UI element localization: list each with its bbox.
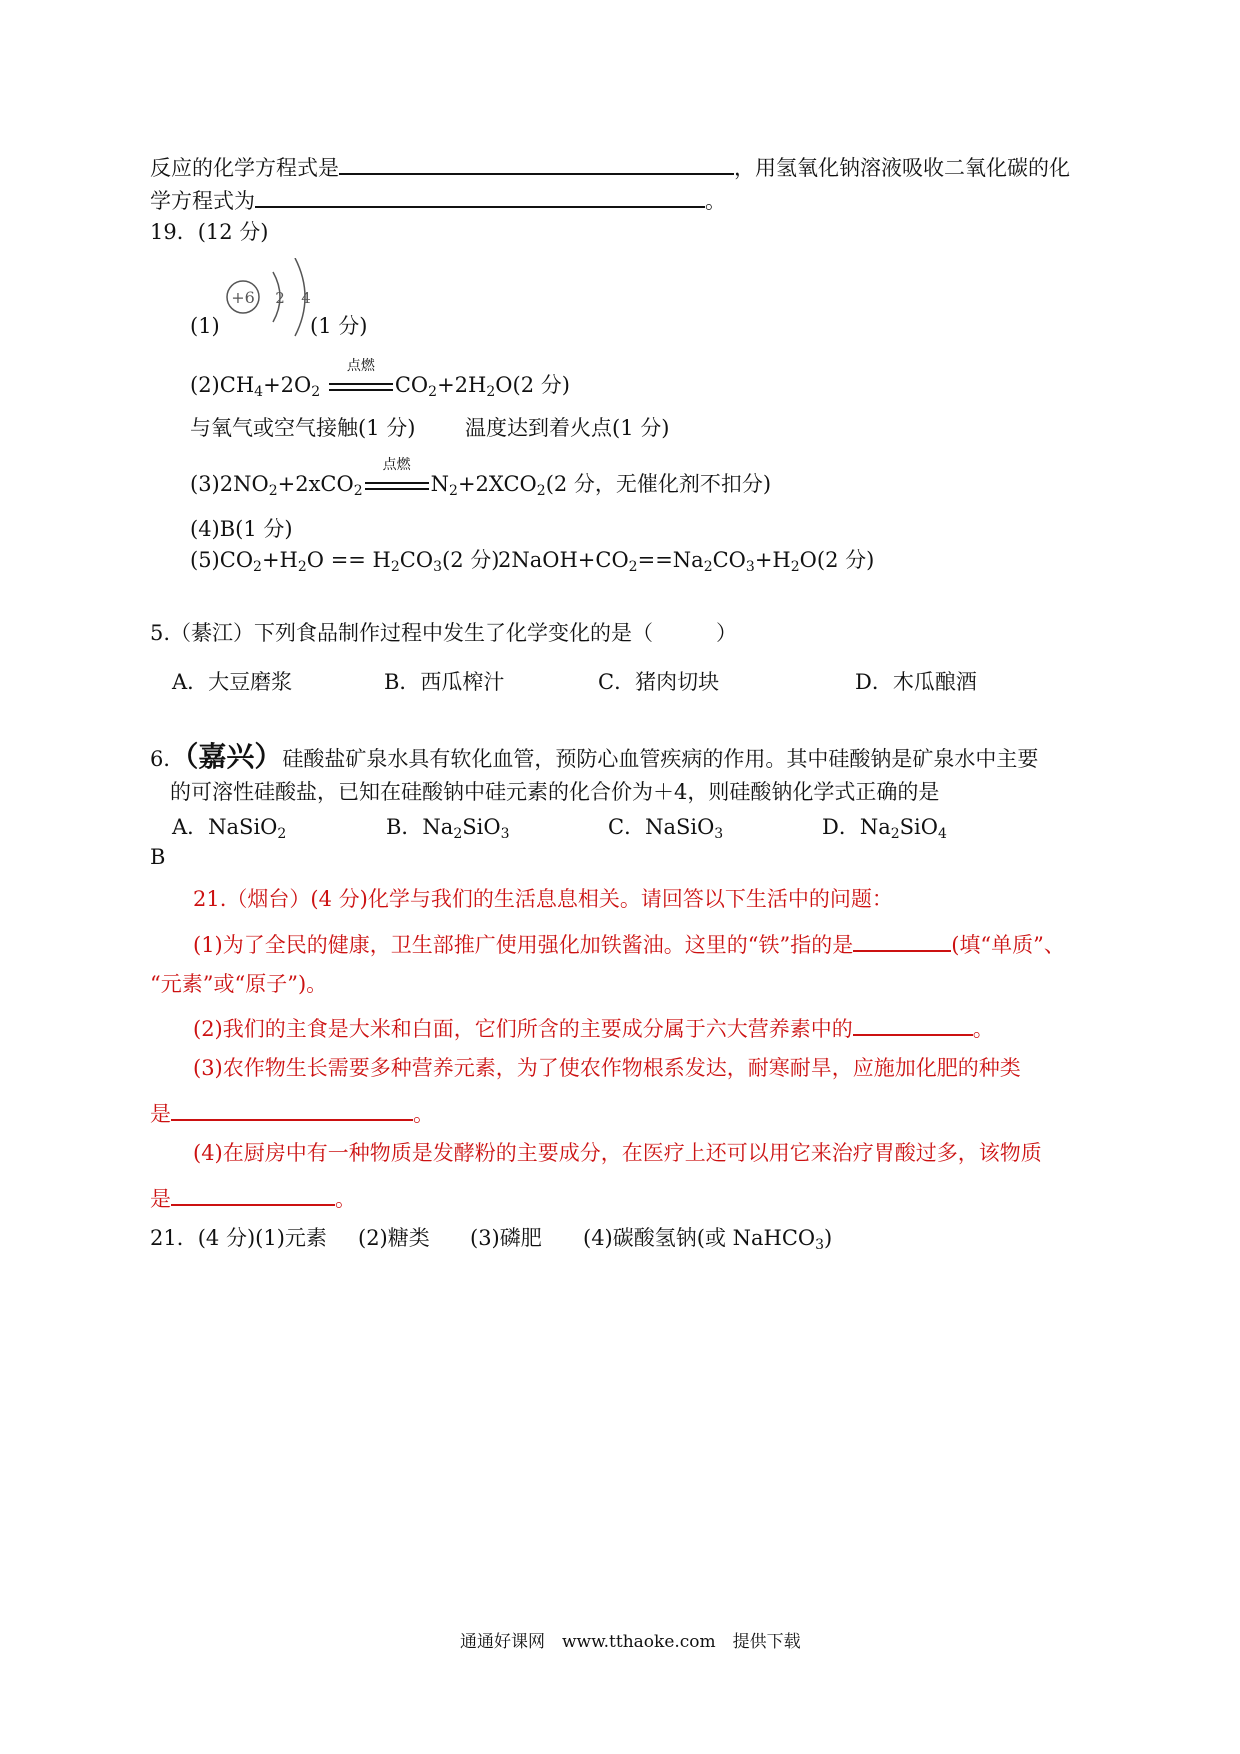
q19-part2-line2a: 与氧气或空气接触(1 分) [190,416,416,440]
q21-part4-line1: (4)在厨房中有一种物质是发酵粉的主要成分，在医疗上还可以用它来治疗胃酸过多，该物质 [193,1141,1042,1165]
nucleus-charge: +6 [231,288,255,307]
text-line-2: 学方程式为 。 [150,186,726,214]
answer-blank [171,1184,335,1206]
q19-part2-line2b: 温度达到着火点(1 分) [465,416,670,440]
q6-option-b: B．$Na_2SiO_3$ [386,815,510,842]
q21-part3-line1: (3)农作物生长需要多种营养元素，为了使农作物根系发达，耐寒耐旱，应施加化肥的种类 [193,1056,1021,1080]
q6-option-c: C．NaSiO$_3$ [608,815,724,842]
q6-stem-line2: 的可溶性硅酸盐，已知在硅酸钠中硅元素的化合价为＋4，则硅酸钠化学式正确的是 [170,780,940,804]
q21-answer-d: (4)碳酸氢钠(或 NaHCO$_3$) [583,1226,833,1253]
q21-answer-b: (2)糖类 [358,1226,430,1250]
q5-option-c: C．猪肉切块 [598,670,720,694]
q19-part4: (4)B(1 分) [190,517,293,541]
q19-part2-equation: $(2)CH_4+2O_2$ 点燃 $CO_2+2H_2O(2$ 分) [190,358,570,400]
q19-part3-equation: $(3)2NO_2+2xCO_2$ 点燃 $N_2+2XCO_2(2$ 分，无催化剂不扣分) [190,457,772,499]
inner-shell-electrons: 2 [275,289,285,307]
answer-blank [171,1099,413,1121]
q6-option-a: A．NaSiO$_2$ [172,815,287,842]
q6-source: （嘉兴） [184,740,283,773]
q19-header: 19．(12 分) [150,220,269,244]
q5-option-b: B．西瓜榨汁 [384,670,505,694]
q21-part4-line2: 是 。 [150,1184,356,1212]
q21-part1-line1: (1)为了全民的健康，卫生部推广使用强化加铁酱油。这里的“铁”指的是 (填“单质”、 [193,930,1065,958]
reaction-condition: 点燃 [365,472,429,497]
q21-part2: (2)我们的主食是大米和白面，它们所含的主要成分属于六大营养素中的 。 [193,1014,994,1042]
q21-answer-a: 21．(4 分)(1)元素 [150,1226,327,1250]
page-footer: 通通好课网 www.tthaoke.com 提供下载 [460,1632,801,1652]
outer-shell-electrons: 4 [301,289,311,307]
q6-option-d: D．$Na_2SiO_4$ [822,815,947,842]
q21-part3-line2: 是 。 [150,1099,434,1127]
q19-part1-label: (1) [190,314,220,338]
reaction-condition: 点燃 [329,373,393,398]
q21-answer-c: (3)磷肥 [470,1226,542,1250]
q5-option-a: A．大豆磨浆 [172,670,293,694]
q6-answer: B [150,845,166,869]
text-line-1: 反应的化学方程式是 ，用氢氧化钠溶液吸收二氧化碳的化 [150,153,1070,181]
q5-option-d: D．木瓜酿酒 [855,670,977,694]
q21-stem: 21.（烟台）(4 分)化学与我们的生活息息相关。请回答以下生活中的问题： [193,887,893,911]
answer-blank [255,186,705,208]
q19-part1-score: (1 分) [310,314,368,338]
q6-stem-line1: 6．（嘉兴）硅酸盐矿泉水具有软化血管，预防心血管疾病的作用。其中硅酸钠是矿泉水中主要 [150,740,1039,773]
q19-part5-equation1: $(5)CO_2+H_2O == H_2CO_3(2$ 分) [190,548,500,575]
q21-part1-line2: “元素”或“原子”)。 [150,972,328,996]
answer-blank [853,1014,973,1036]
answer-blank [339,153,734,175]
q19-part5-equation2: $2NaOH+CO_2==Na_2CO_3+H_2O(2$ 分) [498,548,875,575]
answer-blank [853,930,951,952]
q5-stem: 5.（綦江）下列食品制作过程中发生了化学变化的是（ ） [150,621,738,645]
